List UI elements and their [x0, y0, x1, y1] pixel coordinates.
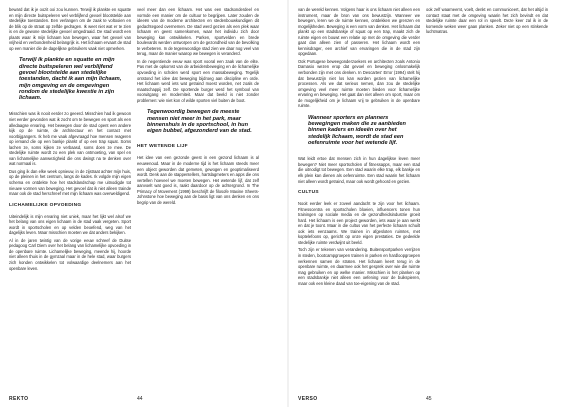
pull-quote: Terwijl ik plankte en squatte en mijn directe buitspeleren wel verblijfend gevoel blootstelde aan stedelijke toestanden, dacht ik aan mijn lichaam, mijn omgeving en de omgevingen rondom de stedelijke kwestie in zijn lichaam.: [19, 57, 122, 102]
paragraph: beward dat ik je oozit ooi zou kunnen. Terwijl ik plankte en squatte en mijn directe buitspeleren wel verblijfend gevoel blootstelde aan stedelijke toestanden. Een verlangen om de zaak te voltooien en de blik op de straat op zelfde gedragen. Ik weet niet wat er te zien is en de gewone stedelijke gevoel omgedraaid. De stad wordt een plaats waar ik mijn lichaam kan bewegen, waar het gevoel van vrijheid en verbondenheid belangrijk is. Het lichaam ervaart de stad op een manier die de dagelijkse gebruikers vaak niet opmerken.: [9, 7, 131, 51]
paragraph: Dus ging ik dan elke week opnieuw, in de zijstraat achter mijn huis, op de pleinen in het centrum, langs de kades. Ik volgde mijn eigen schema en ontdekte hoe het stadslandschap me uitnodigde tot nieuwe vormen van beweging. Het gevoel dat ik niet alleen trainde maar ook de stad herschreef met mijn lichaam was overweldigend.: [9, 168, 131, 197]
paragraph: veel meer dan een lichaam. Het was een stadsonderdeel en vormde een manier om de cultuur te begrijpen. Later zouden de ideeën van de moderne architecten en stedenbouwkundigen dit gedachtegoed overnemen. De stad werd gezien als een plek waar lichaam en geest samenkomen, waar het individu zich door beweging kan ontwikkelen. Parken, sportvelden en brede boulevards werden ontworpen om de gezondheid van de bevolking te verbeteren. In de tegenwoordige stad zien we daar nog veel van terug, maar de manier waarop we bewegen is veranderd.: [137, 7, 259, 57]
section-heading: CULTUS: [298, 190, 319, 196]
left-column-2: [137, 7, 259, 207]
right-column-2: [426, 7, 548, 37]
paragraph: Misschien was ik nooit eerder zo geeerd. Misschien had ik gewoon niet eerder gevonden wat ik zocht om te bewegen en sport als een alledaagse ervaring. Het bewegen door de stad opent een andere kijk op de ruimte, de architectuur en het contact met voorbijgangers. Ik heb me vaak afgevraagd hoe mensen reageren op iemand die op een bankje plankt of op een trap squat. Soms lachen ze, soms kijken ze verbaasd, soms doen ze mee. De stedelijke ruimte wordt zo een plek van ontmoeting, van spel en van lichamelijke aanwezigheid die ons dwingt na te denken over wat normaal is.: [9, 111, 131, 167]
page-number: 44: [137, 396, 143, 402]
section-heading: LICHAMELIJKE OPVOEDING: [9, 202, 82, 208]
paragraph: van de wereld kennen. Volgens haar is ons lichaam niet alleen een instrument, maar de bron van ons bewustzijn. Wanneer we bewegen, leren we de ruimte kennen, ontdekken we grenzen en mogelijkheden. Beweging is een vorm van denken. Het lichaam dat plankt op een stadsbankje of squat op een trap, maakt zich de ruimte eigen en bouwt een relatie op met de omgeving die verder gaat dan alleen zien of passeren. Het lichaam wordt een kennisdrager, een archief van ervaringen die in de stad zijn opgedaan.: [298, 7, 420, 57]
paragraph: Ook Portugese beweegonderzoekers en architecten zoals Antonio Damasio wezen erop dat gevoel en beweging onlosmakelijk verbonden zijn met ons denken. In Descartes' Error (1994) stelt hij dat bewustzijn niet los kan worden gezien van lichamelijke processen. Als we dat serieus nemen, dan zou de stedelijke omgeving veel meer ruimte moeten bieden voor lichamelijke ervaring en beweging. Het gaat dan niet alleen om sport, maar om de mogelijkheid om je lichaam vrij te gebruiken in de openbare ruimte.: [298, 58, 420, 109]
left-column-1: [9, 7, 131, 273]
page-number: 45: [426, 396, 432, 402]
paragraph: Al in de jaren twintig van de vorige eeuw schreef de Duitse pedagoog Carl Diem over het belang van lichamelijke opvoeding in de openbare ruimte. Lichamelijke beweging, meende hij, hoorde niet alleen thuis in de gymzaal maar in de hele stad, waar burgers zich konden ontwikkelen tot volwaardige deelnemers aan het openbare leven.: [9, 237, 131, 271]
right-column-1: [298, 7, 420, 288]
paragraph: ook zelf waarneemt, voelt, denkt en communiceert, dat het altijd in contact staat met de omgeving waarin het zich bevindt en dat stedelijke ruimte daar een rol in speelt. Deze keer zal ik in de komende weken weer gaan planken. Zeker niet op een stinkende luchtmatras.: [426, 7, 548, 35]
paragraph: Uiteindelijk is mijn ervaring niet uniek, maar het lijkt wel alsof we het belang van ons eigen lichaam in de stad vaak vergeten. Sport wordt in sportscholen en op velden beoefend, weg van het dagelijks leven. Maar misschien moeten we dat anders bekijken.: [9, 213, 131, 236]
paragraph: Het idee van een gezonde geest in een gezond lichaam is al eeuwenoud. Maar in de moderne tijd is het lichaam steeds meer een object geworden dat gemeten, gewogen en geoptimaliseerd wordt. Denk aan de stappentellers, hartslagmeters en apps die ons vertellen hoeveel we moeten bewegen. Het wetende lijf, dat zelf aanvoelt wat goed is, raakt daardoor op de achtergrond. In The Primacy of Movement (1999) beschrijft de filosofe Maxine Sheets-Johnstone hoe beweging aan de basis ligt van ons denken en ons begrip van de wereld.: [137, 155, 259, 205]
right-page: [289, 0, 576, 407]
paragraph: In de negentiende eeuw was sport vooral een zaak van de elite. Pas met de opkomst van de arbeidersbeweging en de lichamelijke opvoeding in scholen werd sport een massabeweging. Tegelijk ontstond het idee dat beweging bijdroeg aan discipline en orde. Het lichaam werd iets wat getraind moest worden, net zoals de maatschappij zelf. De sportende burger werd het symbool van vooruitgang en moderniteit. Maar dat beeld is niet zonder problemen: wie niet kon of wilde sporten viel buiten de boot.: [137, 58, 259, 103]
left-page: [0, 0, 287, 407]
page-label: REKTO: [9, 396, 29, 402]
section-heading: HET WETENDE LIJF: [137, 144, 188, 150]
paragraph: Nooit eerder leek er zoveel aandacht te zijn voor het lichaam. Fitnesscentra en sportscholen bloeien, influencers tonen hun trainingen op sociale media en de gezondheidsindustrie groeit hard. Het lichaam is een project geworden, iets waar je aan werkt en dat je toont. Maar in die cultus van het perfecte lichaam schuilt ook iets eenzaams. We trainen in afgesloten ruimtes, met koptelefoons op, gericht op onze eigen prestaties. De gedeelde stedelijke ruimte verdwijnt uit beeld.: [298, 201, 420, 245]
paragraph: Wat leidt ertoe dat mensen zich in hun dagelijkse leven meer bewegen? Niet meer sportscholen of fitnessapps, maar een stad die uitnodigt tot bewegen. Een stad waarin elke trap, elk bankje en elk plein kan dienen als oefenruimte. Een stad waarin het lichaam niet alleen wordt getraind, maar ook wordt gehoord en gezien.: [298, 156, 420, 184]
pull-quote: Wanneer sporters en planners bewegingen maken die ze aanbieden binnen kaders en ideeën over het stedelijk lichaam, wordt de stad een oefenruimte voor het wetende lijf.: [308, 114, 406, 147]
pull-quote: Tegenwoordig bewegen de meeste mensen niet meer in het park, maar binnenshuis in de sportschool, in hun eigen bubbel, afgezonderd van de stad.: [147, 109, 252, 135]
page-label: VERSO: [298, 396, 318, 402]
paragraph: Toch zijn er tekenen van verandering. Buitensportparken verrijzen in steden, bootcampgroepen trainen in parken en hardloopgroepen verkennen samen de straten. Het lichaam keert terug in de openbare ruimte, en daarmee ook het gesprek over wie die ruimte mag gebruiken en op welke manier. Misschien is het planken op een stadsbankje niet alleen een oefening voor de buikspieren, maar ook een kleine daad van toe-eigening van de stad.: [298, 247, 420, 286]
